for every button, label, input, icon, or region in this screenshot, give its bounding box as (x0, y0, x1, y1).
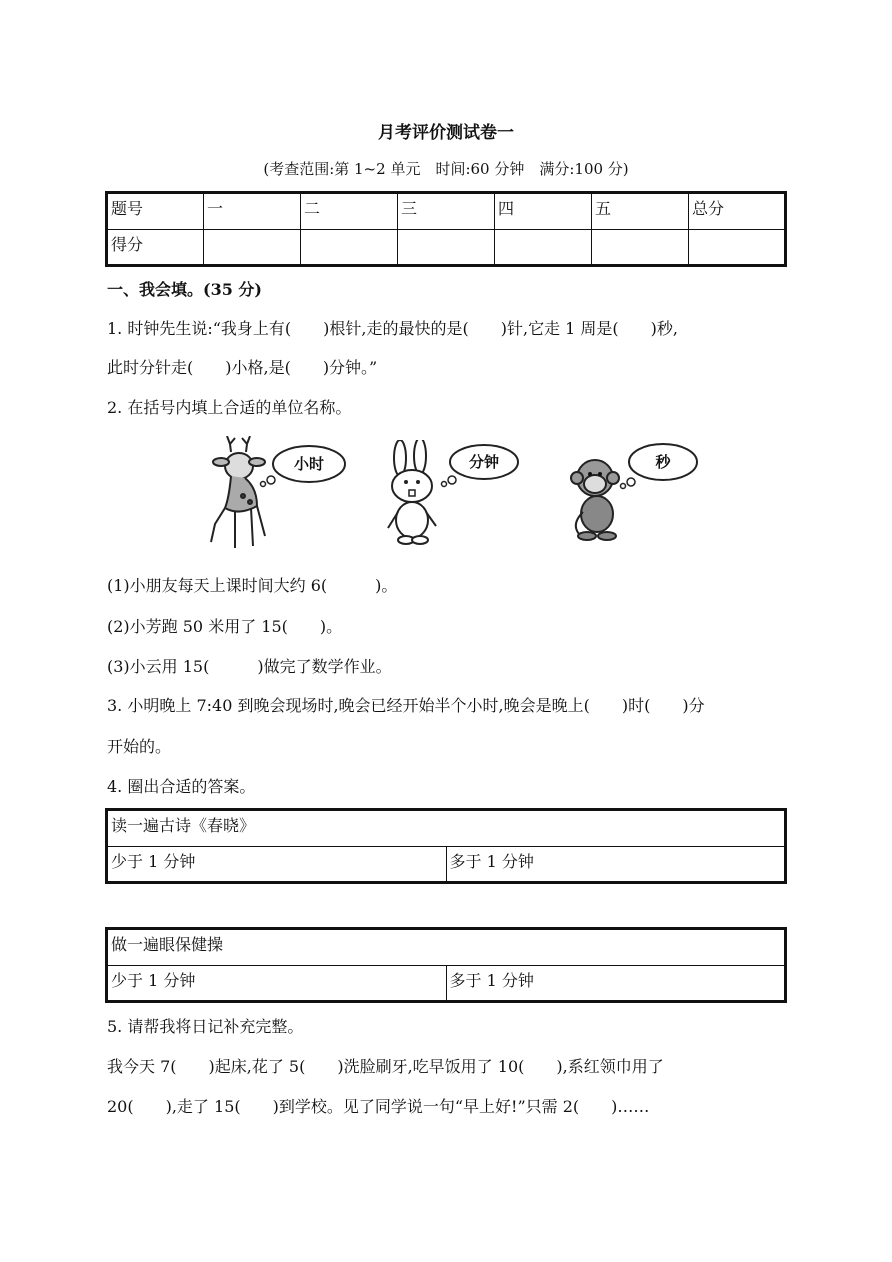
question-4: 4. 圈出合适的答案。 (107, 777, 256, 796)
question-2-item: (3)小云用 15( )做完了数学作业。 (107, 657, 392, 676)
rabbit-illustration (380, 440, 540, 550)
question-2: 2. 在括号内填上合适的单位名称。 (107, 398, 352, 417)
choice-task: 读一遍古诗《春晓》 (107, 810, 786, 847)
choice-option[interactable]: 多于 1 分钟 (446, 965, 786, 1002)
exam-scope: (考查范围:第 1~2 单元 时间:60 分钟 满分:100 分) (263, 160, 629, 178)
score-header-row (107, 193, 786, 230)
section-heading: 一、我会填。(35 分) (107, 280, 262, 299)
choice-table (105, 927, 787, 1003)
score-header-cell: 四 (495, 193, 592, 230)
choice-option[interactable]: 少于 1 分钟 (107, 846, 447, 883)
question-3-line-2: 开始的。 (107, 737, 172, 756)
bubble-label: 分钟 (468, 454, 500, 471)
question-5-line-1: 我今天 7( )起床,花了 5( )洗脸刷牙,吃早饭用了 10( ),系红领巾用了 (107, 1057, 664, 1076)
score-cell[interactable] (398, 229, 495, 266)
page-title: 月考评价测试卷一 (378, 123, 514, 143)
choice-option[interactable]: 多于 1 分钟 (446, 846, 786, 883)
score-row-label: 得分 (107, 229, 204, 266)
score-cell[interactable] (204, 229, 301, 266)
question-5: 5. 请帮我将日记补充完整。 (107, 1017, 304, 1036)
choice-table (105, 808, 787, 884)
question-1-line-1: 1. 时钟先生说:“我身上有( )根针,走的最快的是( )针,它走 1 周是( )秒, (107, 319, 678, 338)
score-header-cell: 二 (301, 193, 398, 230)
score-cell[interactable] (301, 229, 398, 266)
deer-illustration (195, 436, 355, 554)
bubble-label: 秒 (655, 454, 671, 471)
bubble-label: 小时 (293, 456, 325, 473)
monkey-illustration (565, 438, 725, 544)
question-2-item: (1)小朋友每天上课时间大约 6( )。 (107, 576, 398, 595)
score-cell[interactable] (495, 229, 592, 266)
score-header-cell: 题号 (107, 193, 204, 230)
score-header-cell: 三 (398, 193, 495, 230)
score-cell[interactable] (592, 229, 689, 266)
score-row (107, 229, 786, 266)
question-1-line-2: 此时分针走( )小格,是( )分钟。” (107, 358, 378, 377)
choice-task: 做一遍眼保健操 (107, 929, 786, 966)
score-cell[interactable] (689, 229, 786, 266)
score-header-cell: 总分 (689, 193, 786, 230)
question-5-line-2: 20( ),走了 15( )到学校。见了同学说一句“早上好!”只需 2( )…… (107, 1097, 650, 1116)
question-3-line-1: 3. 小明晚上 7:40 到晚会现场时,晚会已经开始半个小时,晚会是晚上( )时( )分 (107, 696, 705, 715)
choice-option[interactable]: 少于 1 分钟 (107, 965, 447, 1002)
score-table (105, 191, 787, 267)
score-header-cell: 五 (592, 193, 689, 230)
question-2-item: (2)小芳跑 50 米用了 15( )。 (107, 617, 343, 636)
score-header-cell: 一 (204, 193, 301, 230)
